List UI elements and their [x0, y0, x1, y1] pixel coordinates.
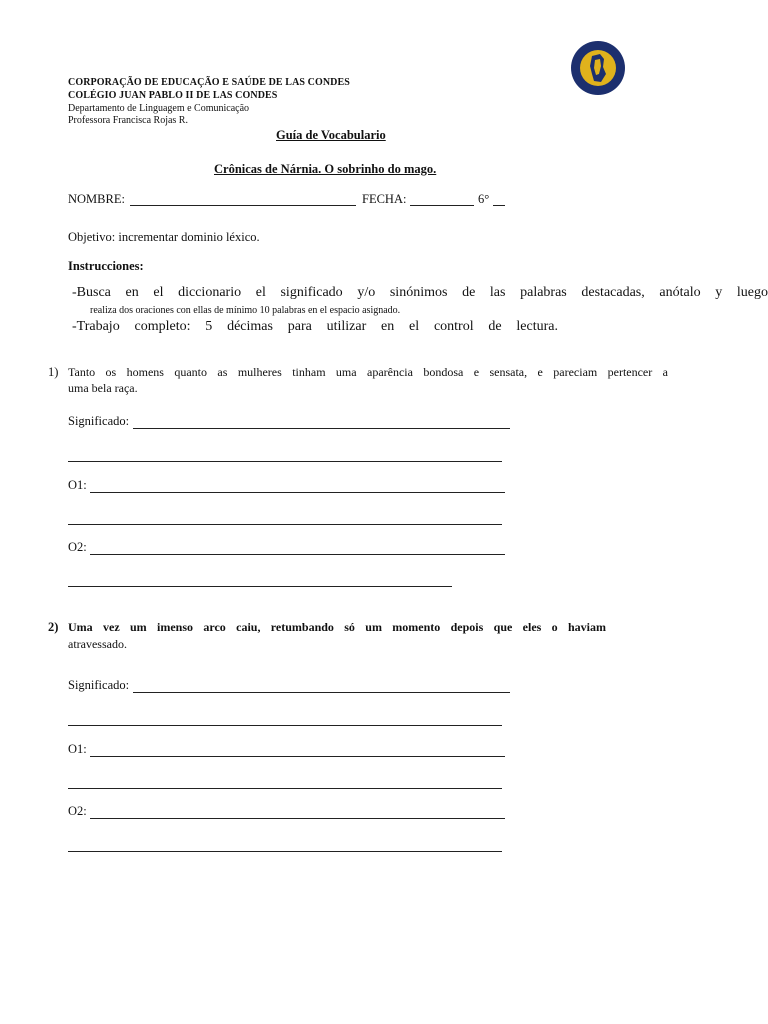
date-field[interactable]	[410, 205, 474, 206]
question-2-meaning-label: Significado:	[68, 678, 130, 692]
instruction-2: -Trabajo completo: 5 décimas para utilizar en el control de lectura.	[72, 319, 558, 334]
question-1-meaning-label: Significado:	[68, 414, 130, 428]
name-field[interactable]	[130, 205, 356, 206]
question-1-o2-field-2[interactable]	[68, 586, 452, 587]
grade-field[interactable]	[493, 205, 505, 206]
school-name: COLÉGIO JUAN PABLO II DE LAS CONDES	[68, 90, 278, 101]
question-2-o1-field-2[interactable]	[68, 788, 502, 789]
page-subtitle: Crônicas de Nárnia. O sobrinho do mago.	[214, 162, 437, 176]
question-1-o1-field[interactable]	[90, 492, 505, 493]
question-1-o2-field[interactable]	[90, 554, 505, 555]
question-1-o1-label: O1:	[68, 478, 87, 492]
question-2-meaning-field[interactable]	[133, 692, 510, 693]
question-1-meaning-field-2[interactable]	[68, 461, 502, 462]
objective-text: Objetivo: incrementar dominio léxico.	[68, 230, 260, 244]
question-1-meaning-field[interactable]	[133, 428, 510, 429]
question-2-o2-label: O2:	[68, 804, 87, 818]
teacher-name: Professora Francisca Rojas R.	[68, 115, 188, 126]
question-2-o1-field[interactable]	[90, 756, 505, 757]
question-1-text: Tanto os homens quanto as mulheres tinham uma aparência bondosa e sensata, e pareciam pertencer a	[68, 365, 668, 379]
grade-label: 6°	[478, 192, 490, 206]
question-1-o2-label: O2:	[68, 540, 87, 554]
question-2-o1-label: O1:	[68, 742, 87, 756]
question-2-text-cont: atravessado.	[68, 637, 127, 651]
instruction-1-line1: -Busca en el diccionario el significado y/o sinónimos de las palabras destacadas, anótalo y luego	[72, 285, 768, 300]
department-name: Departamento de Linguagem e Comunicação	[68, 103, 250, 114]
instruction-1-line2: realiza dos oraciones con ellas de mínimo 10 palabras en el espacio asignado.	[90, 305, 401, 316]
question-1-o1-field-2[interactable]	[68, 524, 502, 525]
question-2-number: 2)	[48, 620, 59, 634]
instructions-heading: Instrucciones:	[68, 259, 144, 273]
name-label: NOMBRE:	[68, 192, 125, 206]
institution-name: CORPORAÇÃO DE EDUCAÇÃO E SAÚDE DE LAS CONDES	[68, 77, 350, 88]
page-title: Guía de Vocabulario	[276, 128, 386, 142]
question-2-o2-field[interactable]	[90, 818, 505, 819]
question-1-text-cont: uma bela raça.	[68, 381, 138, 395]
question-2-o2-field-2[interactable]	[68, 851, 502, 852]
school-seal-icon	[570, 40, 626, 96]
question-2-text: Uma vez um imenso arco caiu, retumbando só um momento depois que eles o haviam	[68, 620, 606, 634]
question-2-meaning-field-2[interactable]	[68, 725, 502, 726]
date-label: FECHA:	[362, 192, 407, 206]
question-1-number: 1)	[48, 365, 59, 379]
